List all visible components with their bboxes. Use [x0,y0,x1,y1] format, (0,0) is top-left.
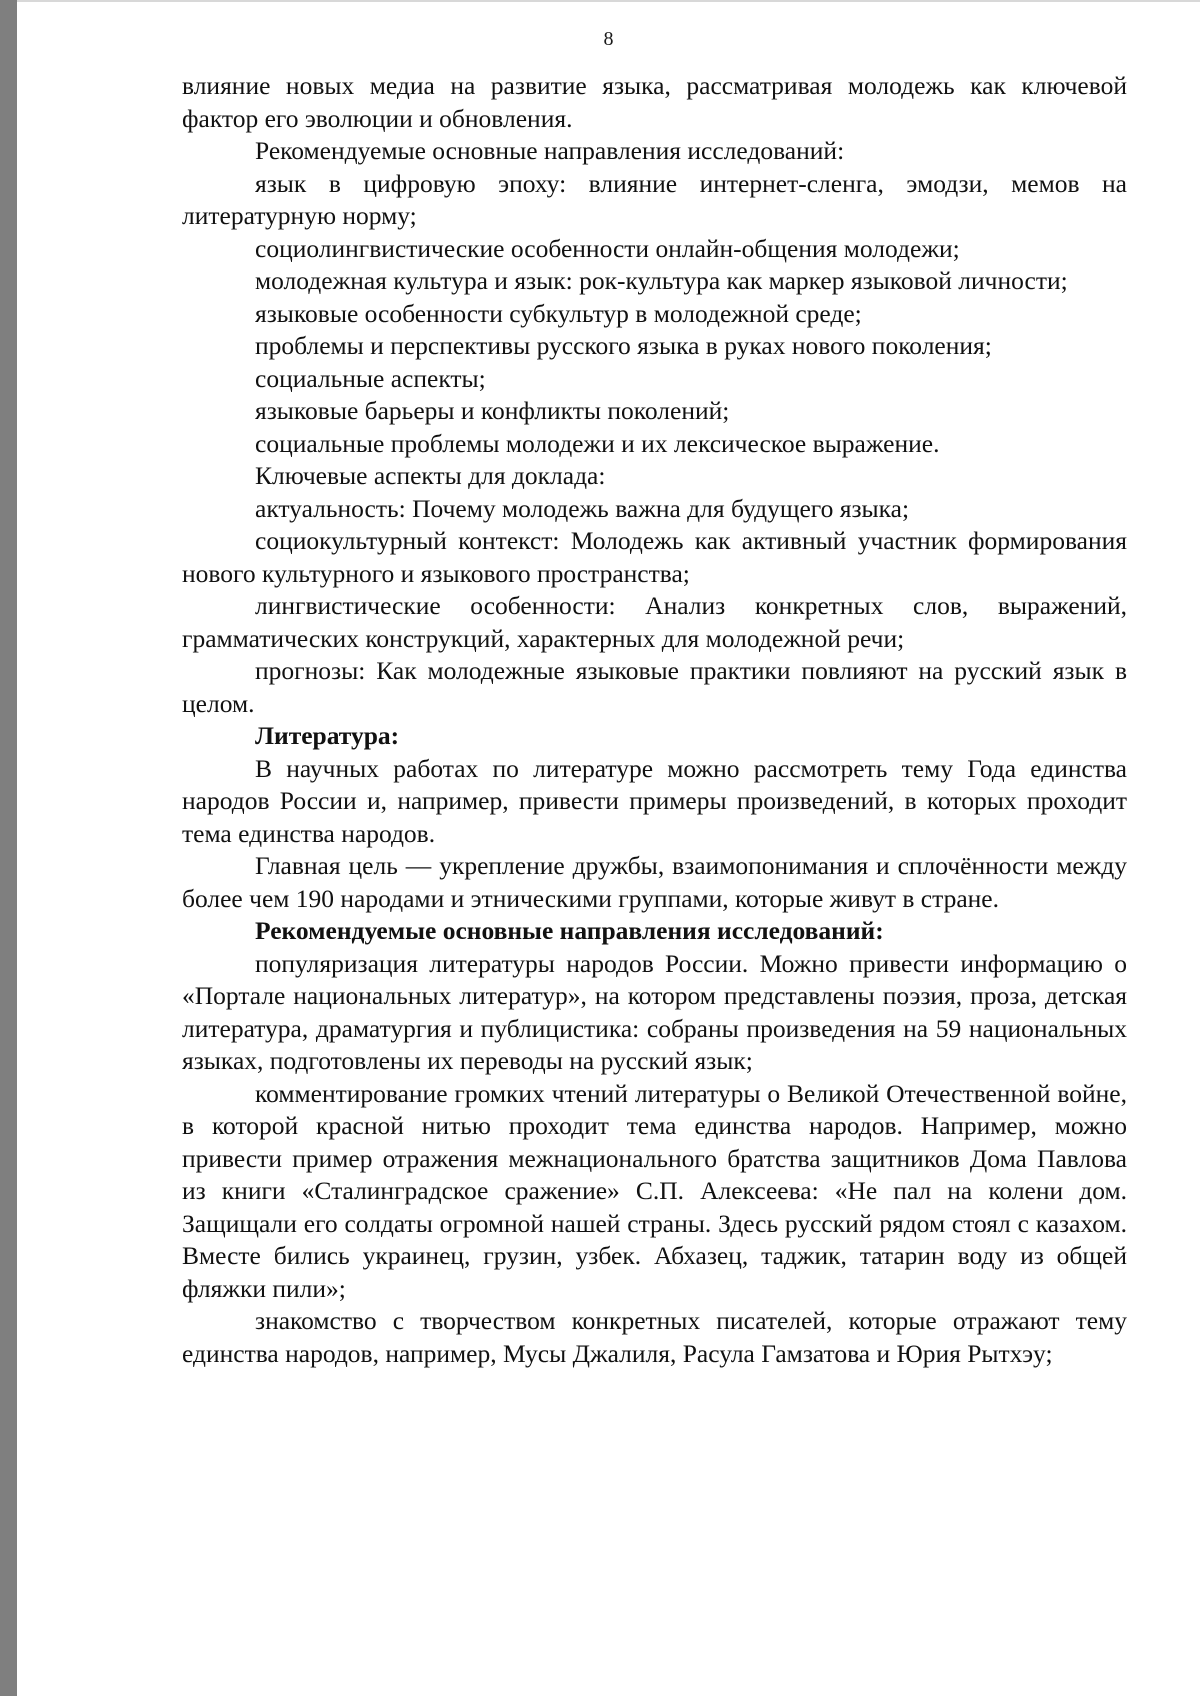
list-item: знакомство с творчеством конкретных писателей, которые отражают тему единства народов, например, Мусы Джалиля, Расула Гамзатова и Юрия Рытхэу; [182,1306,1127,1368]
list-item: социолингвистические особенности онлайн-общения молодежи; [255,233,960,263]
list-item: язык в цифровую эпоху: влияние интернет-сленга, эмодзи, мемов на литературную норму; [182,168,1127,230]
document-body [182,70,1127,1370]
list-item: прогнозы: Как молодежные языковые практики повлияют на русский язык в целом. [182,656,1127,718]
list-item: актуальность: Почему молодежь важна для будущего языка; [255,493,910,523]
page-number: 8 [603,28,614,50]
list-item: популяризация литературы народов России. Можно привести информацию о «Портале национальных литератур», на котором представлены поэзия, проза, детская литература, драматургия и публицистика: собраны произведения на 59 национальных языках, подготовлены их переводы на русский язык; [182,948,1127,1075]
list-item: языковые барьеры и конфликты поколений; [255,396,730,425]
section-heading: Литература: [255,721,400,750]
list-item: молодежная культура и язык: рок-культура как маркер языковой личности; [255,266,1068,295]
paragraph: Главная цель — укрепление дружбы, взаимопонимания и сплочённости между более чем 190 народами и этническими группами, которые живут в стране. [182,851,1127,913]
list-item: комментирование громких чтений литературы о Великой Отечественной войне, в которой красной нитью проходит тема единства народов. Например, можно привести пример отражения межнационального братства защитников Дома Павлова из книги «Сталинградское сражение» С.П. Алексеева: «Не пал на колени дом. Защищали его солдаты огромной нашей страны. Здесь русский рядом стоял с казахом. Вместе бились украинец, грузин, узбек. Абхазец, таджик, татарин воду из общей фляжки пили»; [182,1078,1127,1303]
paragraph: Рекомендуемые основные направления исследований: [255,136,845,165]
list-item: языковые особенности субкультур в молодежной среде; [255,298,862,328]
list-item: проблемы и перспективы русского языка в руках нового поколения; [255,331,992,360]
section-heading: Рекомендуемые основные направления исследований: [255,916,884,945]
paragraph: Ключевые аспекты для доклада: [255,461,606,490]
document-page [17,0,1200,1696]
paragraph: влияние новых медиа на развитие языка, рассматривая молодежь как ключевой фактор его эволюции и обновления. [182,71,1127,133]
list-item: социальные аспекты; [255,363,486,393]
list-item: лингвистические особенности: Анализ конкретных слов, выражений, грамматических конструкций, характерных для молодежной речи; [182,591,1127,653]
paragraph: В научных работах по литературе можно рассмотреть тему Года единства народов России и, например, привести примеры произведений, в которых проходит тема единства народов. [182,753,1127,848]
list-item: социальные проблемы молодежи и их лексическое выражение. [255,428,940,458]
list-item: социокультурный контекст: Молодежь как активный участник формирования нового культурного и языкового пространства; [182,526,1127,588]
